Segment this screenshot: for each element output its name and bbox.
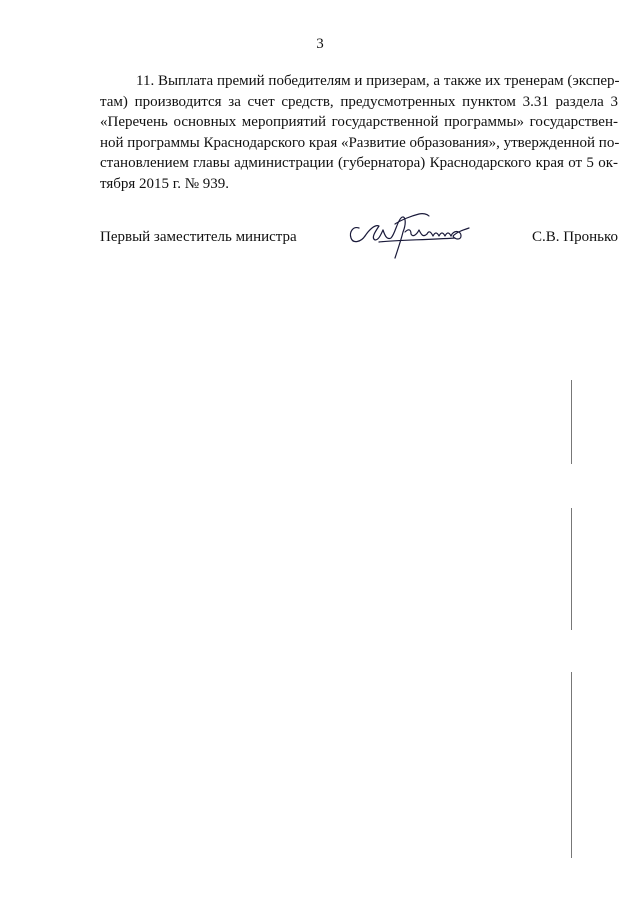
handwritten-signature (345, 202, 475, 260)
signer-name: С.В. Пронько (532, 229, 618, 245)
margin-line (571, 672, 572, 858)
margin-line (571, 380, 572, 464)
paragraph-line: «Перечень основных мероприятий государственной программы» государствен- (100, 114, 618, 130)
signer-title: Первый заместитель министра (100, 229, 297, 245)
page-number: 3 (316, 36, 324, 52)
paragraph-line: там) производится за счет средств, предусмотренных пунктом 3.31 раздела 3 (100, 93, 618, 110)
paragraph-line: ной программы Краснодарского края «Развитие образования», утвержденной по- (100, 134, 620, 151)
paragraph-item-11 (100, 71, 618, 194)
paragraph-line: становлением главы администрации (губернатора) Краснодарского края от 5 ок- (100, 155, 618, 171)
margin-line (571, 508, 572, 630)
paragraph-line: 11. Выплата премий победителям и призерам, а также их тренерам (экспер- (136, 73, 620, 89)
paragraph-line: тября 2015 г. № 939. (100, 175, 230, 192)
